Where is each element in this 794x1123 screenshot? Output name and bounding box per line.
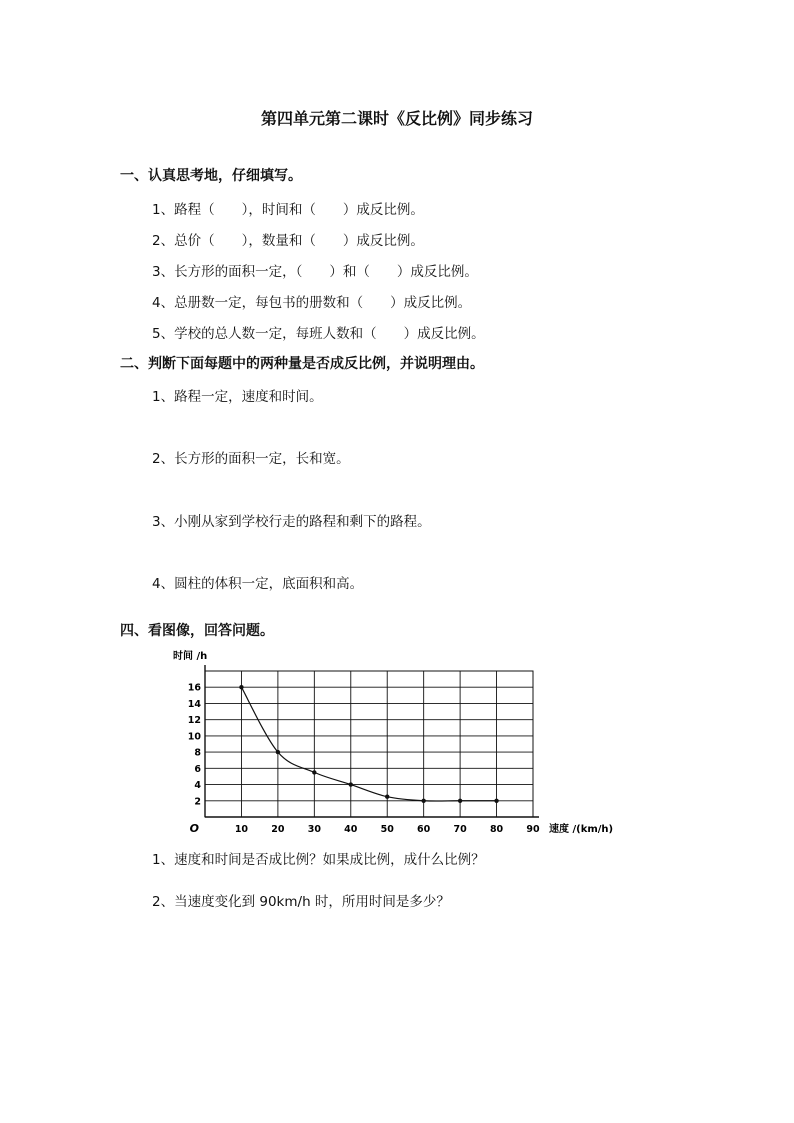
page-title: 第四单元第二课时《反比例》同步练习 bbox=[260, 109, 533, 128]
section4-question-2: 2、当速度变化到 90km/h 时，所用时间是多少？ bbox=[152, 894, 450, 910]
x-tick-label: 90 bbox=[526, 824, 540, 835]
y-tick-label: 8 bbox=[194, 747, 201, 759]
section2-item-2: 2、长方形的面积一定，长和宽。 bbox=[152, 451, 350, 467]
chart-point bbox=[385, 795, 389, 799]
section2-item-3: 3、小刚从家到学校行走的路程和剩下的路程。 bbox=[152, 514, 431, 530]
chart-grid bbox=[205, 671, 533, 817]
chart-point bbox=[276, 750, 280, 754]
chart-point bbox=[349, 782, 353, 786]
x-tick-label: 40 bbox=[344, 824, 358, 835]
chart-series-line bbox=[241, 687, 496, 801]
y-tick-label: 14 bbox=[187, 698, 201, 710]
x-tick-label: 10 bbox=[234, 824, 249, 835]
y-tick-label: 16 bbox=[187, 682, 201, 694]
section4-heading: 四、看图像，回答问题。 bbox=[120, 623, 274, 639]
y-tick-label: 4 bbox=[194, 780, 201, 792]
section2-item-4: 4、圆柱的体积一定，底面积和高。 bbox=[152, 576, 364, 592]
section1-heading: 一、认真思考地，仔细填写。 bbox=[120, 168, 302, 184]
x-tick-label: 60 bbox=[417, 824, 431, 835]
section1-item-1: 1、路程（ ），时间和（ ）成反比例。 bbox=[152, 202, 424, 218]
section1-item-5: 5、学校的总人数一定，每班人数和（ ）成反比例。 bbox=[152, 326, 485, 342]
section4-question-1: 1、速度和时间是否成比例？如果成比例，成什么比例？ bbox=[152, 852, 485, 868]
chart-tick-labels bbox=[188, 683, 540, 835]
x-tick-label: 80 bbox=[489, 824, 504, 835]
chart-xlabel: 速度 /(km/h) bbox=[549, 824, 614, 835]
chart-point bbox=[239, 685, 243, 689]
chart-point bbox=[458, 799, 462, 803]
y-tick-label: 6 bbox=[194, 763, 201, 775]
section1-item-2: 2、总价（ ），数量和（ ）成反比例。 bbox=[152, 233, 424, 249]
y-tick-label: 2 bbox=[194, 796, 201, 808]
x-tick-label: 30 bbox=[307, 824, 321, 835]
x-tick-label: 50 bbox=[380, 824, 394, 835]
speed-time-chart bbox=[165, 645, 635, 845]
chart-origin-label: O bbox=[189, 822, 199, 835]
chart-axes bbox=[205, 665, 539, 817]
chart-point bbox=[421, 799, 425, 803]
chart-frame bbox=[205, 671, 533, 817]
chart-point bbox=[494, 799, 498, 803]
chart-ylabel: 时间 /h bbox=[173, 651, 208, 662]
section2-heading: 二、判断下面每题中的两种量是否成反比例，并说明理由。 bbox=[120, 356, 484, 372]
chart-point bbox=[312, 770, 316, 774]
x-tick-label: 20 bbox=[271, 824, 285, 835]
x-tick-label: 70 bbox=[453, 824, 467, 835]
section1-item-3: 3、长方形的面积一定，（ ）和（ ）成反比例。 bbox=[152, 264, 478, 280]
section2-item-1: 1、路程一定，速度和时间。 bbox=[152, 389, 323, 405]
y-tick-label: 12 bbox=[187, 715, 201, 727]
y-tick-label: 10 bbox=[187, 731, 201, 743]
section1-item-4: 4、总册数一定，每包书的册数和（ ）成反比例。 bbox=[152, 295, 472, 311]
